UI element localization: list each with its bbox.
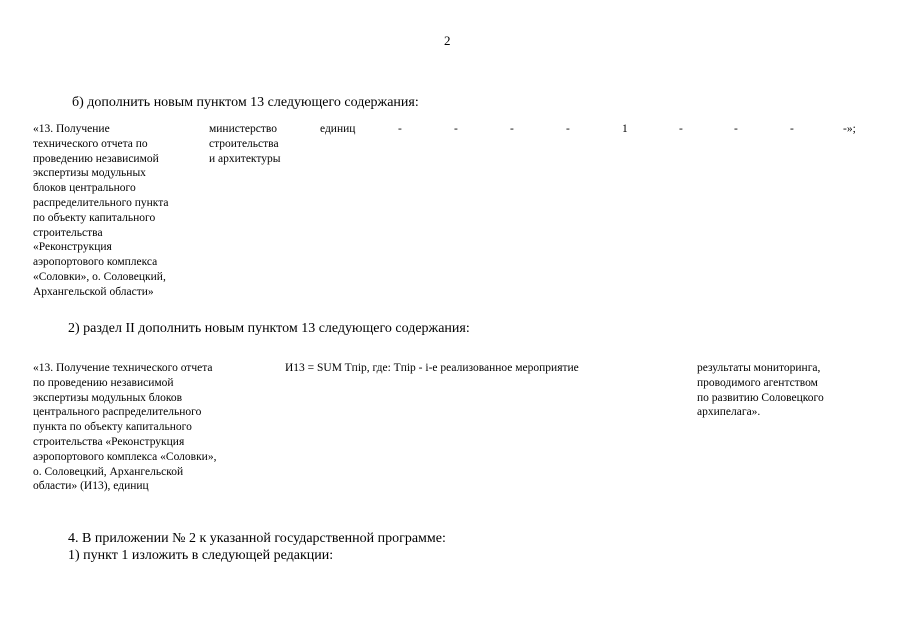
section-b-unit: единиц xyxy=(320,123,356,135)
section-b-value-9: -»; xyxy=(843,123,856,135)
section-4-line-1: 4. В приложении № 2 к указанной государственной программе: xyxy=(68,531,446,546)
section-b-value-7: - xyxy=(734,123,738,135)
section-b-heading: б) дополнить новым пунктом 13 следующего содержания: xyxy=(72,95,419,110)
section-b-value-1: - xyxy=(398,123,402,135)
section-2-formula: И13 = SUM Tпip, где: Tпip - i-е реализованное мероприятие xyxy=(285,362,579,374)
section-2-indicator-name: «13. Получение технического отчета по проведению независимой экспертизы модульных блоков центрального распределительного пункта по объекту капитального строительства «Реконструкция аэропортового комплекса «Соловки», о. Соловецкий, Архангельской области» (И13), единиц xyxy=(33,362,217,493)
section-b-value-3: - xyxy=(510,123,514,135)
section-b-value-2: - xyxy=(454,123,458,135)
section-b-indicator-name: «13. Получение технического отчета по проведению независимой экспертизы модульных блоков центрального распределительного пункта по объекту капитального строительства «Реконструкция аэропортового комплекса «Соловки», о. Соловецкий, Архангельской области» xyxy=(33,123,169,298)
section-2-source: результаты мониторинга, проводимого агентством по развитию Соловецкого архипелага». xyxy=(697,362,824,419)
page-number: 2 xyxy=(444,33,451,48)
section-2-heading: 2) раздел II дополнить новым пунктом 13 следующего содержания: xyxy=(68,321,470,336)
section-b-responsible: министерство строительства и архитектуры xyxy=(209,123,281,165)
section-4-line-2: 1) пункт 1 изложить в следующей редакции: xyxy=(68,548,334,563)
section-b-value-4: - xyxy=(566,123,570,135)
section-b-value-6: - xyxy=(679,123,683,135)
section-b-value-5: 1 xyxy=(622,123,628,135)
section-b-value-8: - xyxy=(790,123,794,135)
